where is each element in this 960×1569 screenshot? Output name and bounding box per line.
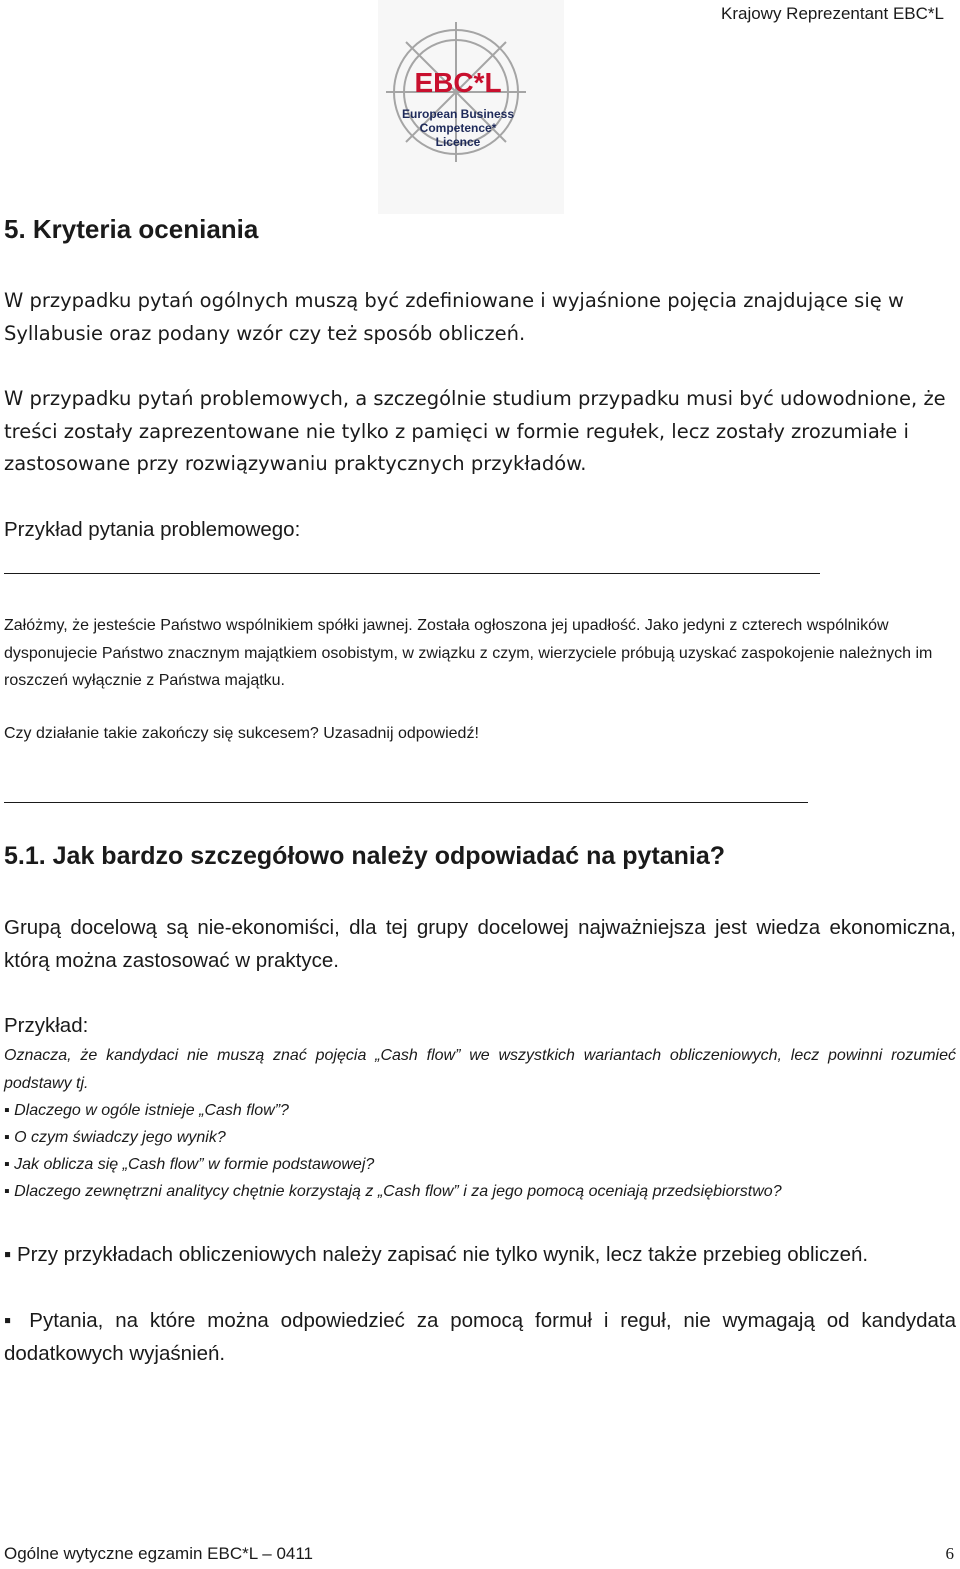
list-item: ▪ Jak oblicza się „Cash flow” w formie podstawowej? [4,1151,956,1178]
list-item: ▪ Dlaczego w ogóle istnieje „Cash flow”? [4,1097,956,1124]
note-calculation-text: Przy przykładach obliczeniowych należy zapisać nie tylko wynik, lecz także przebieg obliczeń. [16,1243,869,1266]
header-title: Krajowy Reprezentant EBC*L [720,4,944,23]
logo-line-2: Competence* [419,121,497,135]
section-5-1-title: 5.1. Jak bardzo szczegółowo należy odpowiadać na pytania? [4,842,726,870]
section-5-title: 5. Kryteria oceniania [4,214,259,244]
bullet-mark: ▪ [4,1243,17,1266]
example-intro: Oznacza, że kandydaci nie muszą znać pojęcia „Cash flow” we wszystkich wariantach obliczeniowych, lecz powinni rozumieć podstawy tj. [4,1047,956,1092]
logo-line-1: European Business [401,107,515,121]
cash-flow-bullet-list [4,1097,956,1205]
example-question: Czy działanie takie zakończy się sukcesem? Uzasadnij odpowiedź! [4,725,479,742]
example-text: Załóżmy, że jesteście Państwo wspólnikiem spółki jawnej. Została ogłoszona jej upadłość. Jako jedyni z czterech wspólników dysponujecie Państwo znacznym majątkiem osobistym, w związku z czym, wierzyciele próbują uzyskać zaspokojenie należnych im roszczeń wyłącznie z Państwa majątku. [4,617,933,689]
page-number: 6 [945,1544,954,1563]
logo-main-text: EBC*L [414,67,502,98]
section-5-1-paragraph: Grupą docelową są nie-ekonomiści, dla tej grupy docelowej najważniejsza jest wiedza ekonomiczna, którą można zastosować w praktyce. [4,916,956,972]
list-item: ▪ Dlaczego zewnętrzni analitycy chętnie korzystają z „Cash flow” i za jego pomocą oceniają przedsiębiorstwo? [4,1178,956,1205]
logo-line-3: Licence [435,135,481,149]
footer-title: Ogólne wytyczne egzamin EBC*L – 0411 [4,1544,314,1563]
ebcl-logo [378,0,564,214]
section-5-paragraph-2: W przypadku pytań problemowych, a szczególnie studium przypadku musi być udowodnione, że treści zostały zaprezentowane nie tylko z pamięci w formie regułek, lecz zostały zrozumiałe i zastosowane przy rozwiązywaniu praktycznych przykładów. [4,387,946,475]
divider-top [4,573,820,574]
note-formulas-text: Pytania, na które można odpowiedzieć za pomocą formuł i reguł, nie wymagają od kandydata dodatkowych wyjaśnień. [4,1309,956,1365]
divider-bottom [4,802,808,803]
section-5-paragraph-1: W przypadku pytań ogólnych muszą być zdefiniowane i wyjaśnione pojęcia znajdujące się w Syllabusie oraz podany wzór czy też sposób obliczeń. [4,289,904,345]
list-item: ▪ O czym świadczy jego wynik? [4,1124,956,1151]
example-label: Przykład pytania problemowego: [4,518,301,541]
bullet-mark: ▪ [4,1309,30,1332]
note-calculation [4,1239,956,1272]
example-label-2: Przykład: [4,1014,89,1037]
note-formulas [4,1305,956,1370]
